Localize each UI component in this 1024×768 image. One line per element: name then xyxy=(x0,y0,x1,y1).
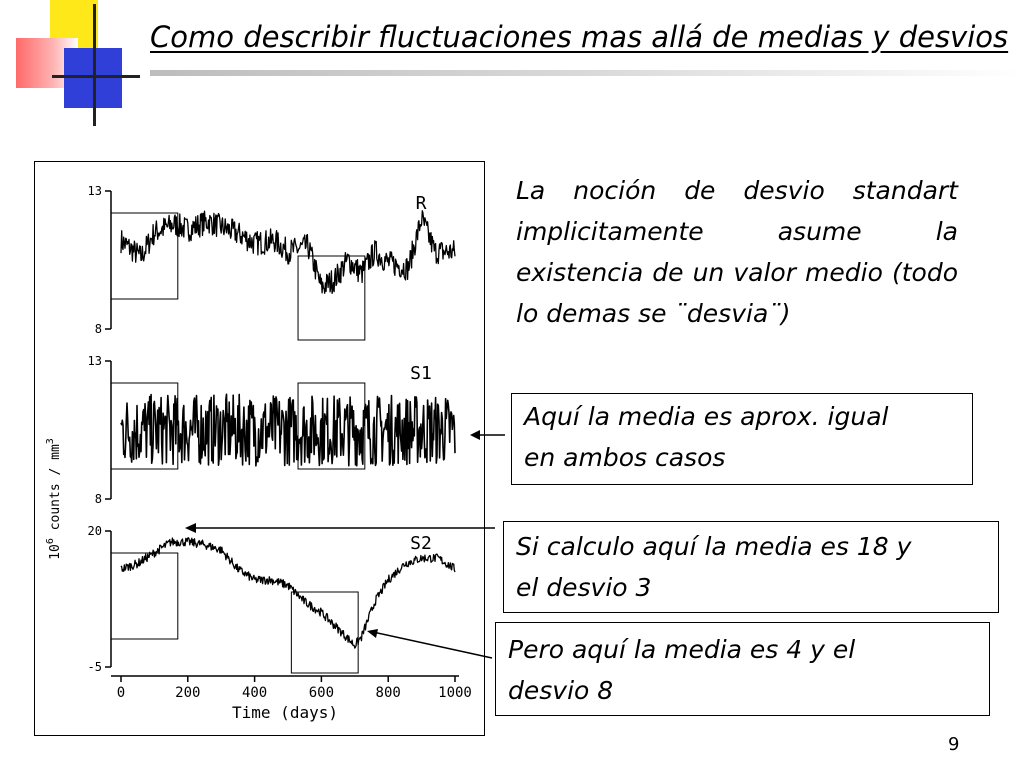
arrow-to-s1 xyxy=(470,430,505,440)
x-axis-title: Time (days) xyxy=(232,703,338,722)
y-tick-label-S2--5: -5 xyxy=(87,660,102,674)
x-tick-label-400: 400 xyxy=(241,685,268,701)
x-tick-label-200: 200 xyxy=(175,685,201,701)
panel-label-S2: S2 xyxy=(410,533,432,554)
arrow-to-s2-start xyxy=(185,523,495,533)
arrow-to-s2-dip xyxy=(367,629,492,658)
y-tick-label-S2-20: 20 xyxy=(87,524,102,538)
y-tick-label-R-8: 8 xyxy=(94,322,102,336)
y-tick-label-R-13: 13 xyxy=(87,184,102,198)
x-tick-label-600: 600 xyxy=(308,685,335,701)
callout-3-line-2: desvio 8 xyxy=(508,676,614,705)
x-tick-label-800: 800 xyxy=(375,685,401,701)
callout-2-line-2: el desvio 3 xyxy=(516,573,652,602)
y-tick-label-S1-8: 8 xyxy=(94,492,102,506)
slide-title: Como describir fluctuaciones mas allá de medias y desvios xyxy=(150,20,1009,54)
callout-3-line-1: Pero aquí la media es 4 y el xyxy=(508,635,856,664)
panel-label-R: R xyxy=(415,193,427,214)
panel-label-S1: S1 xyxy=(410,363,432,384)
x-tick-label-0: 0 xyxy=(116,685,126,701)
x-tick-label-1000: 1000 xyxy=(438,685,472,701)
callout-1-line-1: Aquí la media es aprox. igual xyxy=(524,402,889,431)
page-number: 9 xyxy=(948,734,960,755)
intro-paragraph: La noción de desvio standart implicitamente asume la existencia de un valor medio (todo lo demas se ¨desvia¨) xyxy=(516,176,958,328)
callout-2-line-1: Si calculo aquí la media es 18 y xyxy=(516,532,912,561)
callout-1-line-2: en ambos casos xyxy=(524,443,726,472)
y-axis-title: $10^6$ counts / $mm^3$ xyxy=(45,438,63,560)
y-tick-label-S1-13: 13 xyxy=(87,354,102,368)
